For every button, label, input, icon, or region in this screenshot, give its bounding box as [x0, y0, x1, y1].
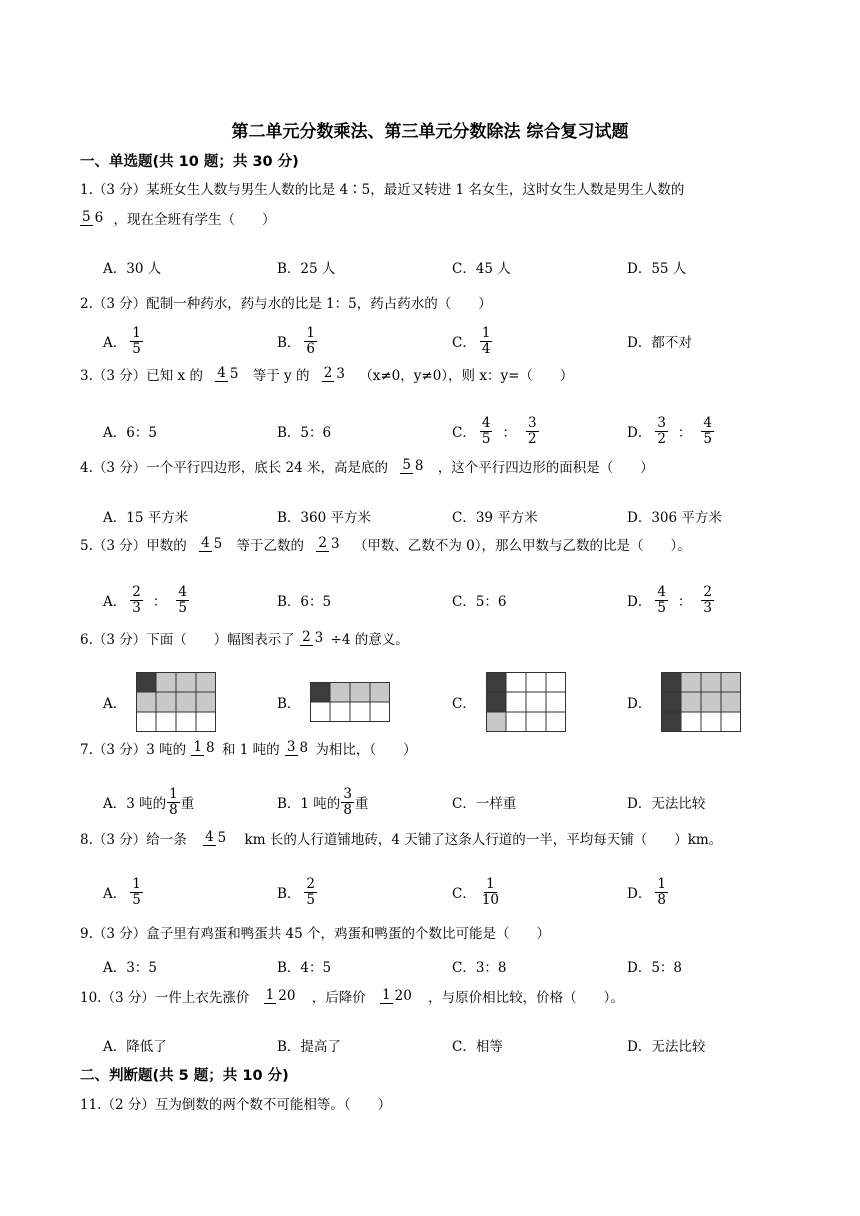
- option-a[interactable]: A．30 人: [103, 261, 162, 277]
- option-c[interactable]: C．相等: [452, 1039, 503, 1055]
- question-7-text: 7.（3 分）3 吨的 1 8 和 1 吨的 3 8 为相比，（ ）: [80, 739, 417, 758]
- question-8-options: [103, 872, 803, 912]
- grid-figure-d: [661, 672, 741, 732]
- question-4-options: [103, 496, 803, 536]
- option-a[interactable]: A．3 吨的 $\frac{1}{8}$ 重: [103, 785, 195, 818]
- option-c[interactable]: C．3：8: [452, 960, 507, 976]
- question-3-text: 3.（3 分）已知 x 的 4 5 等于 y 的 2 3 （x≠0，y≠0），则 x：y=（ ）: [80, 365, 574, 384]
- question-8-text: 8.（3 分）给一条 4 5 km 长的人行道铺地砖，4 天铺了这条人行道的一半，平均每天铺（ ）km。: [80, 829, 723, 848]
- option-b[interactable]: B．: [277, 672, 390, 732]
- question-11-text: 11.（2 分）互为倒数的两个数不可能相等。（ ）: [80, 1097, 392, 1113]
- section-heading-true-false: 二、判断题(共 5 题；共 10 分): [80, 1068, 289, 1084]
- option-b[interactable]: B．360 平方米: [277, 510, 371, 526]
- section-heading-single-choice: 一、单选题(共 10 题；共 30 分): [80, 154, 299, 170]
- grid-figure-c: [486, 672, 566, 732]
- question-7-options: [103, 782, 803, 822]
- option-b[interactable]: B．25 人: [277, 261, 336, 277]
- option-a[interactable]: A．: [103, 672, 216, 732]
- option-c[interactable]: C． $\frac{1}{4}$: [452, 324, 491, 357]
- option-d[interactable]: D．无法比较: [627, 1039, 706, 1055]
- question-5-options: [103, 580, 803, 620]
- question-6-text: 6.（3 分）下面（ ）幅图表示了 2 3 ÷4 的意义。: [80, 629, 409, 648]
- option-c[interactable]: C．39 平方米: [452, 510, 538, 526]
- option-d[interactable]: D．5：8: [627, 960, 683, 976]
- option-d[interactable]: D．55 人: [627, 261, 687, 277]
- option-a[interactable]: A． $\frac{2}{3}$ ： $\frac{4}{5}$: [103, 583, 187, 616]
- option-a[interactable]: A． $\frac{1}{5}$: [103, 875, 141, 908]
- question-2-text: 2.（3 分）配制一种药水，药与水的比是 1：5，药占药水的（ ）: [80, 296, 492, 312]
- grid-figure-b: [310, 682, 390, 722]
- grid-figure-a: [136, 672, 216, 732]
- option-a[interactable]: A．降低了: [103, 1039, 167, 1055]
- question-10-text: 10.（3 分）一件上衣先涨价 1 20 ，后降价 1 20 ，与原价相比较，价格（ ）。: [80, 987, 624, 1006]
- option-c[interactable]: C． $\frac{1}{10}$: [452, 875, 500, 908]
- page-title: 第二单元分数乘法、第三单元分数除法 综合复习试题: [231, 122, 629, 142]
- question-1-line-2: 5 6 ，现在全班有学生（ ）: [82, 209, 276, 228]
- option-b[interactable]: B．4：5: [277, 960, 332, 976]
- option-d[interactable]: D．都不对: [627, 335, 692, 351]
- fraction: 5 6: [82, 209, 104, 226]
- question-10-options: [103, 1025, 803, 1065]
- option-b[interactable]: B． $\frac{2}{5}$: [277, 875, 316, 908]
- option-d[interactable]: D． $\frac{3}{2}$ ： $\frac{4}{5}$: [627, 414, 713, 447]
- option-b[interactable]: B． $\frac{1}{6}$: [277, 324, 316, 357]
- question-9-text: 9.（3 分）盒子里有鸡蛋和鸭蛋共 45 个，鸡蛋和鸭蛋的个数比可能是（ ）: [80, 926, 551, 942]
- option-d[interactable]: D．: [627, 672, 741, 732]
- option-d[interactable]: D．306 平方米: [627, 510, 722, 526]
- question-9-options: [103, 946, 803, 986]
- option-c[interactable]: C．45 人: [452, 261, 511, 277]
- option-d[interactable]: D． $\frac{4}{5}$ ： $\frac{2}{3}$: [627, 583, 713, 616]
- option-a[interactable]: A．6：5: [103, 425, 157, 441]
- option-b[interactable]: B．1 吨的 $\frac{3}{8}$ 重: [277, 785, 369, 818]
- option-c[interactable]: C．一样重: [452, 796, 517, 812]
- option-b[interactable]: B．提高了: [277, 1039, 341, 1055]
- question-6-options: [103, 672, 803, 732]
- option-d[interactable]: D．无法比较: [627, 796, 706, 812]
- option-d[interactable]: D． $\frac{1}{8}$: [627, 875, 666, 908]
- question-5-text: 5.（3 分）甲数的 4 5 等于乙数的 2 3 （甲数、乙数不为 0），那么甲数与乙数的比是（ ）。: [80, 535, 691, 554]
- question-3-options: [103, 411, 803, 451]
- option-a[interactable]: A． $\frac{1}{5}$: [103, 324, 141, 357]
- option-c[interactable]: C．5：6: [452, 594, 507, 610]
- option-a[interactable]: A．15 平方米: [103, 510, 189, 526]
- option-c[interactable]: C．: [452, 672, 566, 732]
- option-a[interactable]: A．3：5: [103, 960, 157, 976]
- question-4-text: 4.（3 分）一个平行四边形，底长 24 米，高是底的 5 8 ，这个平行四边形的面积是（ ）: [80, 457, 654, 476]
- option-b[interactable]: B．6：5: [277, 594, 332, 610]
- option-c[interactable]: C． $\frac{4}{5}$ ： $\frac{3}{2}$: [452, 414, 537, 447]
- question-1-options: [103, 247, 803, 287]
- option-b[interactable]: B．5：6: [277, 425, 332, 441]
- question-2-options: [103, 321, 803, 361]
- question-1-line-1: 1.（3 分）某班女生人数与男生人数的比是 4∶5，最近又转进 1 名女生，这时女生人数是男生人数的: [80, 182, 685, 198]
